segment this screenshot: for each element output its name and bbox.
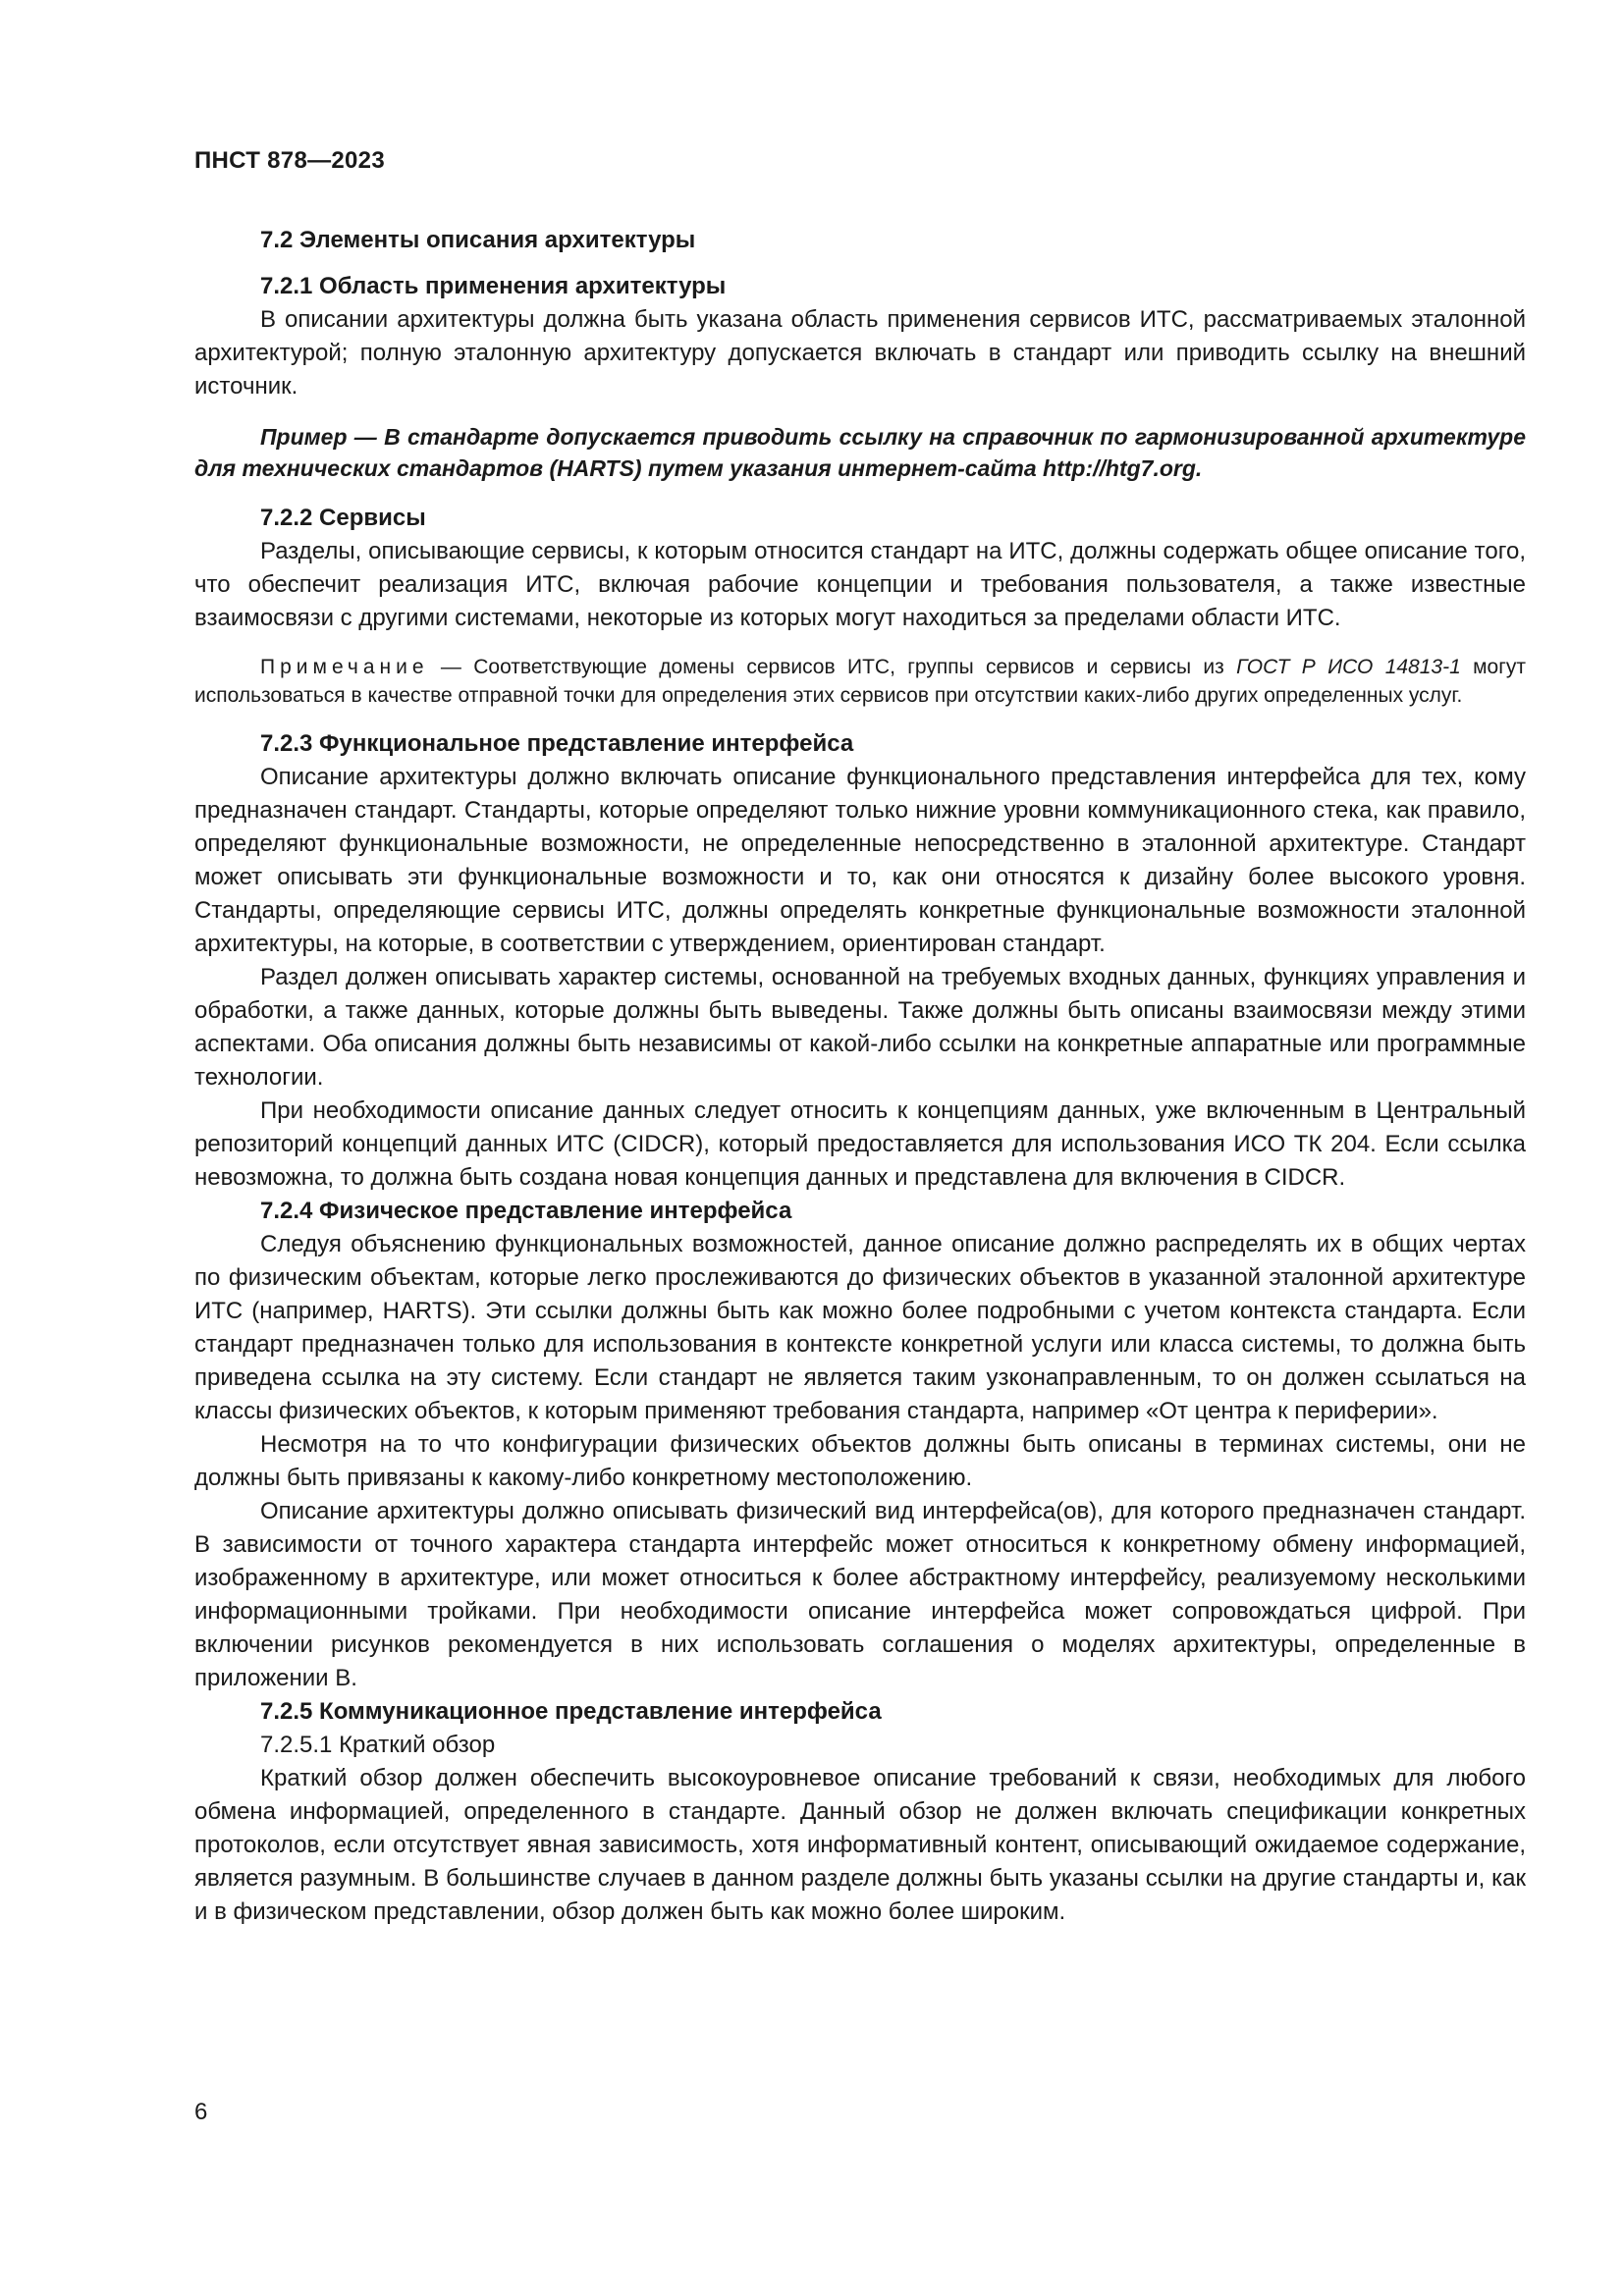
- note-text: [194, 653, 1526, 710]
- paragraph: Описание архитектуры должно включать описание функционального представления интерфейса для тех, кому предназначен стандарт. Стандарты, которые определяют только нижние уровни коммуникационного стека, как правило, определяют функциональные возможности, не определенные непосредственно в эталонной архитектуре. Стандарт может описывать эти функциональные возможности и то, как они относятся к дизайну более высокого уровня. Стандарты, определяющие сервисы ИТС, должны определять конкретные функциональные возможности эталонной архитектуры, на которые, в соответствии с утверждением, ориентирован стандарт.: [194, 764, 1526, 957]
- section-heading-7-2-4: 7.2.4 Физическое представление интерфейса: [260, 1198, 792, 1224]
- section-heading-7-2: 7.2 Элементы описания архитектуры: [260, 227, 696, 253]
- note-label: Примечание: [260, 656, 429, 678]
- paragraph: Несмотря на то что конфигурации физических объектов должны быть описаны в терминах системы, они не должны быть привязаны к какому-либо конкретному местоположению.: [194, 1431, 1526, 1491]
- note-pre: — Соответствующие домены сервисов ИТС, группы сервисов и сервисы из: [428, 656, 1237, 678]
- note-post: могут использоваться в качестве отправной точки для определения этих сервисов при отсутствии каких-либо других определенных услуг.: [194, 656, 1526, 707]
- subsection-heading-7-2-5-1: 7.2.5.1 Краткий обзор: [260, 1732, 496, 1758]
- document-body: [194, 224, 1526, 1929]
- example-text: Пример — В стандарте допускается приводить ссылку на справочник по гармонизированной архитектуре для технических стандартов (HARTS) путем указания интернет-сайта http://htg7.org.: [194, 424, 1526, 481]
- paragraph: Краткий обзор должен обеспечить высокоуровневое описание требований к связи, необходимых для любого обмена информацией, определенного в стандарте. Данный обзор не должен включать спецификации конкретных протоколов, если отсутствует явная зависимость, хотя информативный контент, описывающий ожидаемое содержание, является разумным. В большинстве случаев в данном разделе должны быть указаны ссылки на другие стандарты и, как и в физическом представлении, обзор должен быть как можно более широким.: [194, 1765, 1526, 1925]
- page-number: 6: [194, 2099, 208, 2125]
- paragraph: Описание архитектуры должно описывать физический вид интерфейса(ов), для которого предназначен стандарт. В зависимости от точного характера стандарта интерфейс может относиться к конкретному обмену информацией, изображенному в архитектуре, или может относиться к более абстрактному интерфейсу, реализуемому несколькими информационными тройками. При необходимости описание интерфейса может сопровождаться цифрой. При включении рисунков рекомендуется в них использовать соглашения о моделях архитектуры, определенные в приложении В.: [194, 1498, 1526, 1691]
- paragraph: При необходимости описание данных следует относить к концепциям данных, уже включенным в Центральный репозиторий концепций данных ИТС (CIDCR), который предоставляется для использования ИСО ТК 204. Если ссылка невозможна, то должна быть создана новая концепция данных и представлена для включения в CIDCR.: [194, 1097, 1526, 1191]
- section-heading-7-2-1: 7.2.1 Область применения архитектуры: [260, 273, 727, 299]
- paragraph: Разделы, описывающие сервисы, к которым относится стандарт на ИТС, должны содержать общее описание того, что обеспечит реализация ИТС, включая рабочие концепции и требования пользователя, а также известные взаимосвязи с другими системами, некоторые из которых могут находиться за пределами области ИТС.: [194, 538, 1526, 631]
- section-heading-7-2-2: 7.2.2 Сервисы: [260, 505, 426, 531]
- paragraph: Следуя объяснению функциональных возможностей, данное описание должно распределять их в общих чертах по физическим объектам, которые легко прослеживаются до физических объектов в указанной эталонной архитектуре ИТС (например, HARTS). Эти ссылки должны быть как можно более подробными с учетом контекста стандарта. Если стандарт предназначен только для использования в контексте конкретной услуги или класса системы, то должна быть приведена ссылка на эту систему. Если стандарт не является таким узконаправленным, то он должен ссылаться на классы физических объектов, к которым применяют требования стандарта, например «От центра к периферии».: [194, 1231, 1526, 1424]
- section-heading-7-2-3: 7.2.3 Функциональное представление интерфейса: [260, 730, 854, 757]
- section-heading-7-2-5: 7.2.5 Коммуникационное представление интерфейса: [260, 1698, 882, 1725]
- paragraph: Раздел должен описывать характер системы, основанной на требуемых входных данных, функциях управления и обработки, а также данных, которые должны быть выведены. Также должны быть описаны взаимосвязи между этими аспектами. Оба описания должны быть независимы от какой-либо ссылки на конкретные аппаратные или программные технологии.: [194, 964, 1526, 1091]
- note-reference: ГОСТ Р ИСО 14813-1: [1236, 656, 1461, 678]
- document-header: ПНСТ 878—2023: [194, 147, 385, 174]
- paragraph: В описании архитектуры должна быть указана область применения сервисов ИТС, рассматриваемых эталонной архитектурой; полную эталонную архитектуру допускается включать в стандарт или приводить ссылку на внешний источник.: [194, 306, 1526, 400]
